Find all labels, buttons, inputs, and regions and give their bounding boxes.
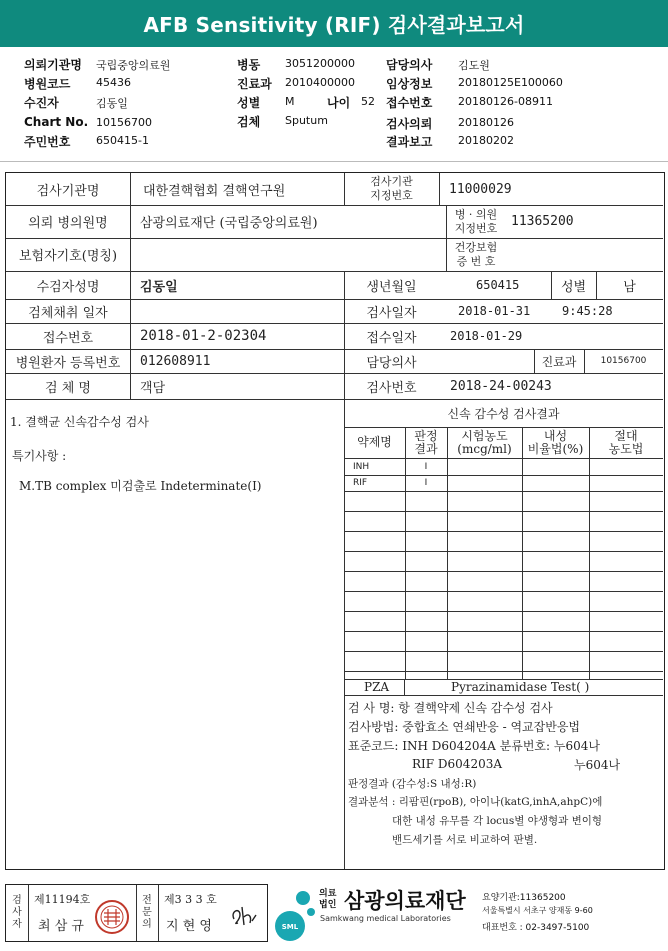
header-value-hosp-code: 45436: [96, 76, 131, 89]
form-label-lab: 검사기관명: [36, 183, 100, 199]
notes-line-1: 검 사 명: 항 결핵약제 신속 감수성 검사: [348, 700, 553, 715]
form-label-collect: 검체채취 일자: [28, 305, 108, 321]
header-label-chart: Chart No.: [24, 115, 89, 129]
header-value-receipt: 20180126-08911: [458, 95, 553, 108]
header-value-doctor: 김도원: [458, 59, 490, 72]
form-value-collect: [140, 299, 340, 323]
org-name: 삼광의료재단: [344, 889, 466, 913]
header-label-report: 결과보고: [386, 135, 433, 149]
pza-value: Pyrazinamidase Test( ): [451, 680, 590, 694]
notes-line-4b: 누604나: [574, 757, 621, 772]
report-title: AFB Sensitivity (RIF) 검사결과보고서: [0, 0, 668, 47]
form-label-sex: 성별: [560, 279, 587, 295]
form-label-doctor: 담당의사: [366, 355, 417, 371]
row-result-rif: I: [424, 478, 428, 488]
form-value-receipt-date: 2018-01-29: [450, 329, 523, 343]
form-value-dob: 650415: [476, 278, 520, 292]
header-label-patient: 수진자: [24, 96, 59, 110]
notes-line-5: 판정결과 (감수성:S 내성:R): [348, 777, 477, 790]
org-name-en: Samkwang medical Laboratories: [320, 914, 451, 923]
org-info-2: 서울특별시 서초구 양재동 9-60: [482, 906, 593, 915]
notes-line-3: 표준코드: INH D604204A 분류번호: 누604나: [348, 738, 600, 753]
form-value-doctor: [446, 349, 531, 373]
header-value-rrn: 650415-1: [96, 134, 149, 147]
section-title: 1. 결핵균 신속감수성 검사: [10, 414, 149, 429]
form-value-specimen: 객담: [140, 380, 166, 396]
red-seal-icon: [94, 899, 130, 935]
notes-line-2: 검사방법: 중합효소 연쇄반응 - 역교잡반응법: [348, 719, 581, 734]
form-label-dob: 생년월일: [366, 279, 417, 295]
header-label-specimen: 검체: [237, 115, 261, 129]
form-value-sex: 남: [623, 279, 636, 295]
form-label-specimen: 검 체 명: [45, 380, 91, 396]
form-label-hi-cert-2: 증 번 호: [456, 255, 496, 268]
form-value-req-hosp: 삼광의료재단 (국립중앙의료원): [140, 216, 318, 231]
form-label-test-no: 검사번호: [366, 380, 417, 396]
header-label-doctor: 담당의사: [386, 58, 433, 72]
form-label-lab-id-1: 검사기관: [370, 175, 413, 188]
sml-logo-icon: [273, 884, 317, 942]
header-value-age: 52: [361, 95, 375, 108]
header-value-org: 국립중앙의료원: [96, 59, 171, 72]
form-label-reg-no: 병원환자 등록번호: [15, 355, 121, 371]
row-drug-inh: INH: [353, 461, 370, 472]
form-label-receipt-date: 접수일자: [366, 330, 417, 346]
form-label-hosp-id-1: 병 · 의원: [454, 208, 498, 221]
header-value-chart: 10156700: [96, 116, 152, 129]
form-label-lab-id-2: 지정번호: [370, 189, 413, 202]
header-label-dept: 진료과: [237, 77, 272, 91]
form-label-receipt-no: 접수번호: [42, 330, 94, 346]
form-value-receipt-no: 2018-01-2-02304: [140, 328, 267, 344]
form-value-hosp-id: 11365200: [511, 214, 574, 229]
form-value-test-date: 2018-01-31: [458, 304, 531, 318]
form-label-patient: 수검자성명: [36, 279, 100, 295]
header-label-request: 검사의뢰: [386, 117, 433, 131]
notes-line-8: 밴드세기를 서로 비교하여 판별.: [392, 833, 538, 846]
results-table-title: 신속 감수성 검사결과: [447, 406, 560, 421]
header-value-sex: M: [285, 95, 295, 108]
pza-label: PZA: [364, 680, 390, 694]
signature-box: [5, 884, 268, 942]
header-divider: [0, 161, 668, 162]
header-value-patient: 김동일: [96, 97, 128, 110]
scanned-report-form: [5, 172, 665, 870]
signer1-no: 제11194호: [34, 893, 91, 906]
form-value-insurer: [140, 238, 440, 271]
signer1-role: 검사자: [12, 895, 22, 930]
header-value-dept: 2010400000: [285, 76, 355, 89]
row-drug-rif: RIF: [353, 478, 368, 488]
form-label-req-hosp: 의뢰 병의원명: [28, 216, 108, 231]
form-label-dept: 진료과: [541, 354, 577, 369]
form-value-lab: 대한결핵협회 결핵연구원: [143, 183, 286, 199]
org-info-1: 요양기관:11365200: [482, 893, 566, 903]
col-header-drug: 약제명: [357, 435, 392, 449]
col-header-ratio: 내성 비율법(%): [527, 428, 584, 456]
signer2-role: 전문의: [142, 895, 152, 930]
notes-line-4: RIF D604203A: [412, 757, 503, 771]
col-header-conc: 시험농도 (mcg/ml): [457, 428, 512, 456]
row-result-inh: I: [424, 461, 428, 472]
header-value-ward: 3051200000: [285, 57, 355, 70]
signer2-no: 제3 3 3 호: [164, 893, 217, 906]
notes-line-7: 대한 내성 유무를 각 locus별 야생형과 변이형: [392, 814, 603, 827]
org-info-3: 대표번호 : 02-3497-5100: [482, 923, 590, 933]
header-value-clinical: 20180125E100060: [458, 76, 563, 89]
header-value-specimen: Sputum: [285, 114, 328, 127]
header-label-sex: 성별: [237, 96, 261, 110]
col-header-abs: 절대 농도법: [608, 428, 644, 456]
org-prefix-1: 의료: [319, 889, 337, 899]
form-value-test-time: 9:45:28: [562, 304, 613, 318]
form-value-lab-id: 11000029: [449, 181, 512, 197]
org-prefix-2: 법인: [319, 900, 337, 910]
header-label-org: 의뢰기관명: [24, 58, 82, 72]
remarks-label: 특기사항 :: [12, 448, 67, 463]
header-value-report: 20180202: [458, 134, 514, 147]
signer2-name: 지 현 영: [166, 918, 212, 934]
signer1-name: 최 삼 규: [38, 918, 84, 934]
form-value-dept: 10156700: [600, 356, 647, 366]
result-text: M.TB complex 미검출로 Indeterminate(I): [19, 478, 262, 493]
form-value-patient: 김동일: [140, 279, 178, 295]
form-label-hi-cert-1: 건강보험: [454, 241, 498, 254]
form-value-test-no: 2018-24-00243: [450, 378, 552, 394]
header-label-rrn: 주민번호: [24, 135, 71, 149]
header-label-clinical: 임상정보: [386, 77, 433, 91]
header-label-receipt: 접수번호: [386, 96, 433, 110]
col-header-result: 판정 결과: [414, 428, 438, 456]
form-label-test-date: 검사일자: [366, 305, 417, 321]
notes-line-6: 결과분석 : 리팜핀(rpoB), 아이나(katG,inhA,ahpC)에: [348, 795, 603, 808]
form-value-reg-no: 012608911: [140, 353, 211, 369]
header-label-age: 나이: [327, 96, 351, 110]
form-label-hosp-id-2: 지정번호: [454, 222, 498, 235]
header-value-request: 20180126: [458, 116, 514, 129]
header-label-ward: 병동: [237, 58, 261, 72]
svg-text:SML: SML: [281, 923, 299, 931]
handwritten-signature: [228, 901, 262, 931]
form-label-insurer: 보험자기호(명칭): [18, 249, 118, 264]
header-label-hosp-code: 병원코드: [24, 77, 71, 91]
